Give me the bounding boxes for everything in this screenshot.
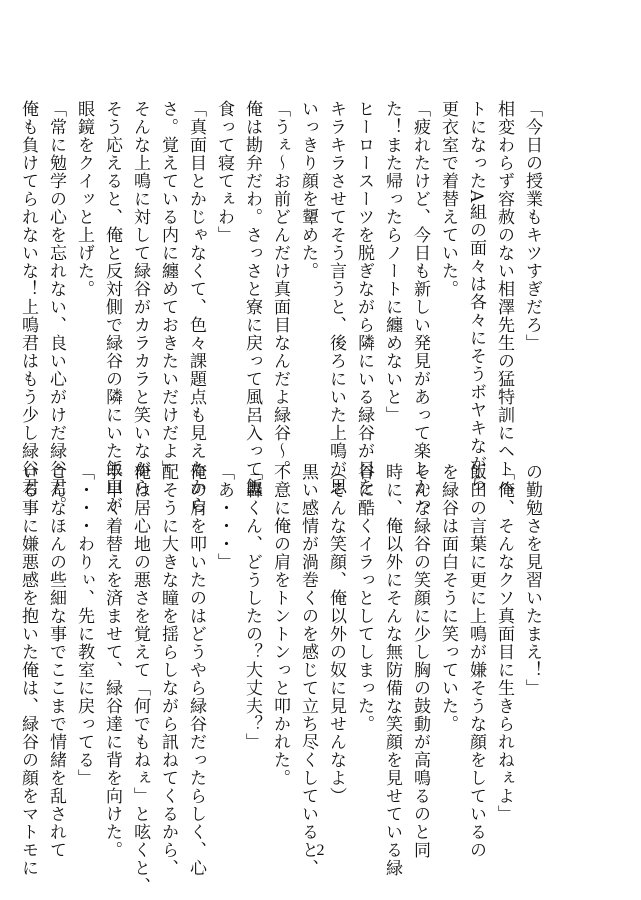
text-line: こんなほんの些細な事でここまで情緒を乱されて (46, 463, 66, 859)
text-line: 俺も負けてられないな！上鳴君はもう少し緑谷君 (18, 100, 38, 496)
text-line: トになったA組の面々は各々にそうボヤキながら (466, 100, 486, 492)
text-line: キラキラさせてそう言うと、後ろにいた上鳴が思 (326, 100, 346, 496)
text-line: 相変わらず容赦のない相澤先生の猛特訓にヘトヘ (494, 100, 514, 496)
text-line: いっきり顔を顰めた。 (298, 100, 318, 280)
text-block-lower (18, 463, 546, 895)
text-line: 「真面目とかじゃなくて、色々課題点も見えたから (186, 100, 206, 514)
text-block-upper (18, 100, 546, 514)
text-line: 「疲れたけど、今日も新しい発見があって楽しかっ (410, 100, 430, 514)
text-line: 飯田の言葉に更に上鳴が嫌そうな顔をしているの (466, 463, 486, 859)
text-line: さ。覚えている内に纏めておきたいだけだよ」 (158, 100, 178, 478)
text-line: 「轟くん、どうしたの？大丈夫？」 (242, 463, 262, 751)
text-line: 谷に酷くイラっとしてしまった。 (354, 463, 374, 733)
page-number: 2 (316, 842, 325, 859)
text-line: を緑谷は面白そうに笑っていた。 (438, 463, 458, 733)
text-line: ヒーロースーツを脱ぎながら隣にいる緑谷が目を (354, 100, 374, 496)
text-line: 配そうに大きな瞳を揺らしながら訊ねてくるから、 (158, 463, 178, 877)
text-line: 「・・・わりぃ、先に教室に戻ってる」 (74, 463, 94, 787)
text-line: 「常に勉学の心を忘れない、良い心がけだ緑谷君。 (46, 100, 66, 514)
text-line: 「あ・・・」 (214, 463, 234, 571)
text-line: 食って寝てぇわ」 (214, 100, 234, 244)
text-line: 黒い感情が渦巻くのを感じて立ち尽くしていると、 (298, 463, 318, 877)
text-line: 俺は居心地の悪さを覚えて「何でもねぇ」と呟くと、 (130, 463, 150, 895)
text-line: そんな緑谷の笑顔に少し胸の鼓動が高鳴るのと同 (410, 463, 430, 859)
text-line: いる事に嫌悪感を抱いた俺は、緑谷の顔をマトモに (18, 463, 38, 877)
text-line: そんな上鳴に対して緑谷がカラカラと笑いながら (130, 100, 150, 496)
text-line: （そんな笑顔、俺以外の奴に見せんなよ） (326, 463, 346, 805)
text-line: 時に、俺以外にそんな無防備な笑顔を見せている緑 (382, 463, 402, 877)
text-line: 眼鏡をクイッと上げた。 (74, 100, 94, 298)
text-line: 「うぇ～お前どんだけ真面目なんだよ緑谷～。 (270, 100, 290, 478)
text-line: 俺の肩を叩いたのはどうやら緑谷だったらしく、心 (186, 463, 206, 877)
text-line: 手早く着替えを済ませて、緑谷達に背を向けた。 (102, 463, 122, 859)
text-line: 「今日の授業もキツすぎだろ」 (522, 100, 542, 352)
text-line: た！また帰ったらノートに纏めないと」 (382, 100, 402, 424)
text-line: 更衣室で着替えていた。 (438, 100, 458, 298)
text-line: の勤勉さを見習いたまえ！」 (522, 463, 542, 697)
text-line: 俺は勘弁だわ。さっさと寮に戻って風呂入って飯 (242, 100, 262, 496)
text-line: 「俺、そんなクソ真面目に生きられねぇよ」 (494, 463, 514, 823)
text-line: そう応えると、俺と反対側で緑谷の隣にいた飯田が (102, 100, 122, 514)
text-line: 不意に俺の肩をトントンっと叩かれた。 (270, 463, 290, 787)
